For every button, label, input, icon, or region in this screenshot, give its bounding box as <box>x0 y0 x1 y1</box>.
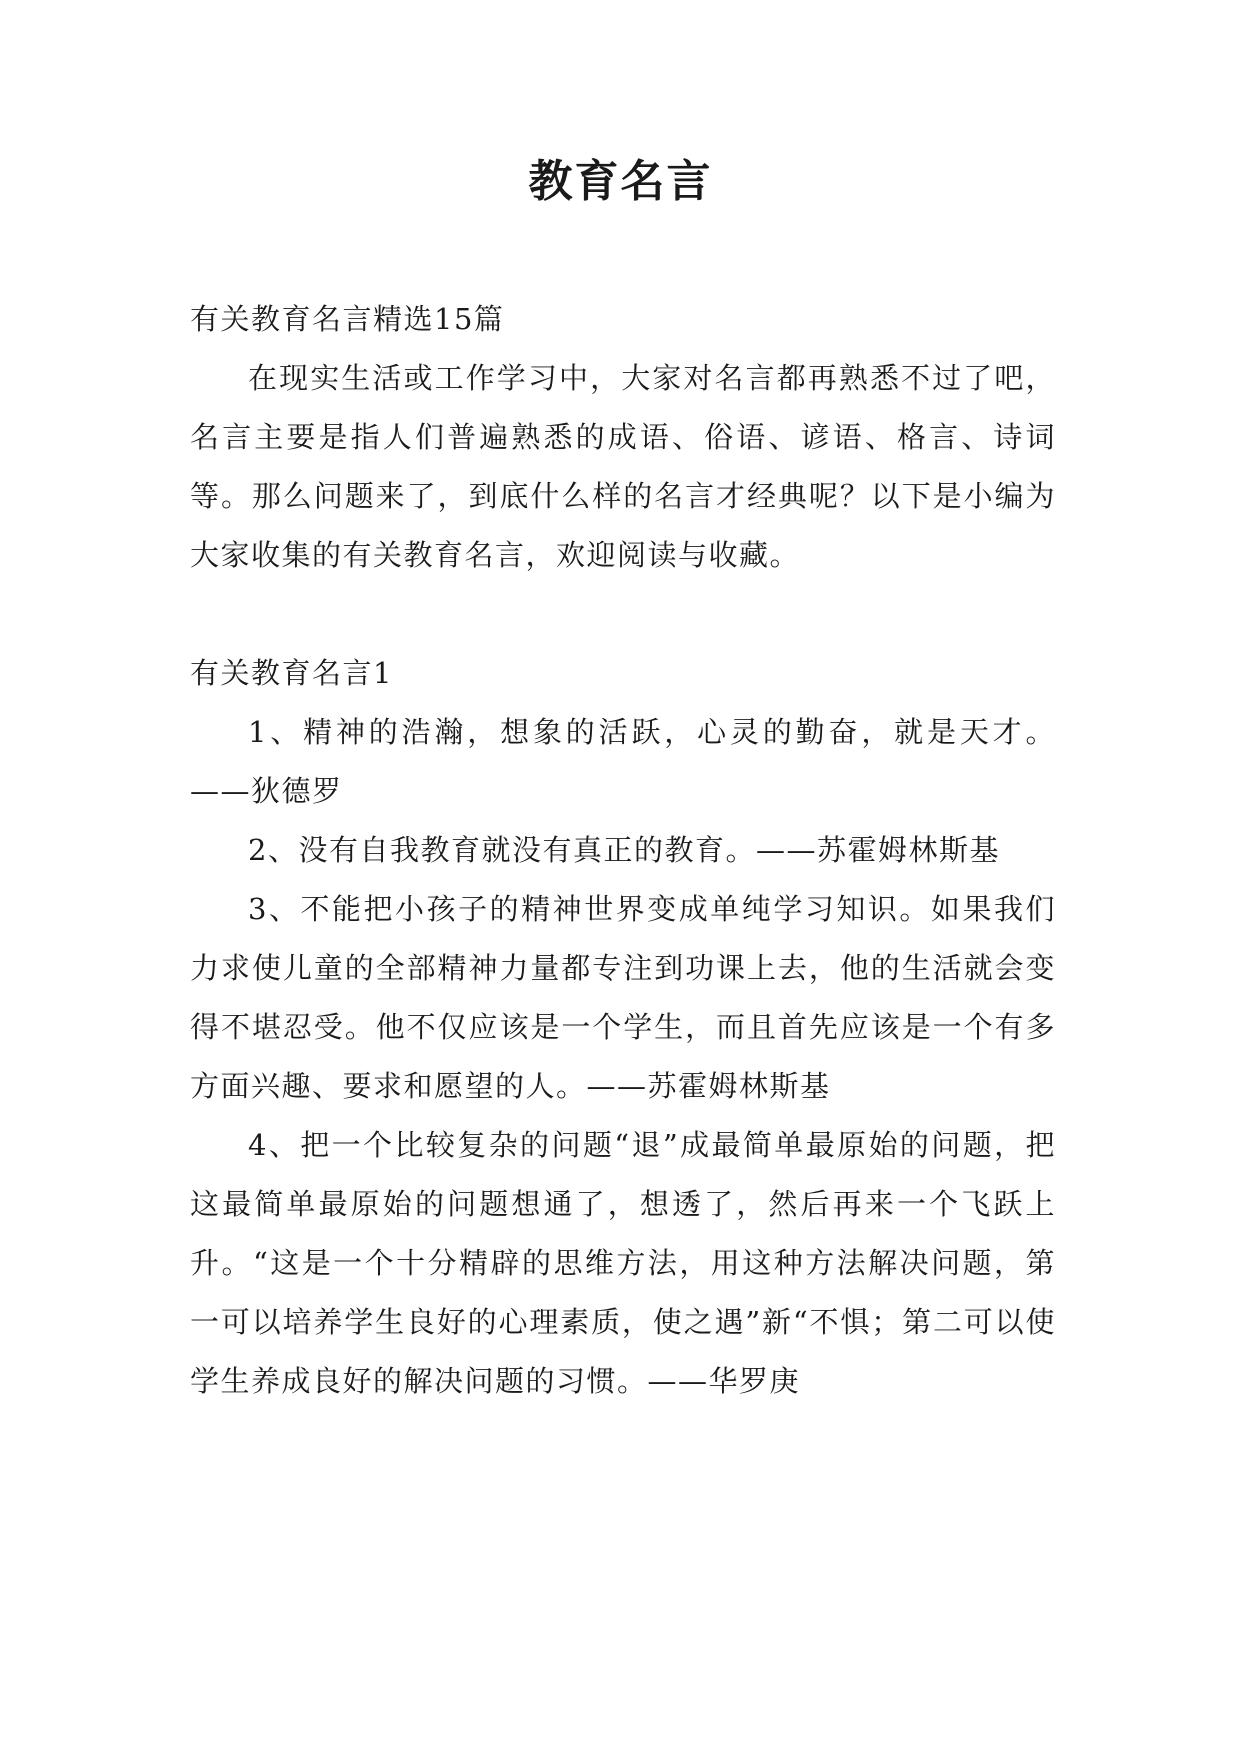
section-heading: 有关教育名言1 <box>190 656 393 690</box>
quote-item: 1、精神的浩瀚，想象的活跃，心灵的勤奋，就是天才。——狄德罗 <box>190 715 1056 808</box>
quote-item: 2、没有自我教育就没有真正的教育。——苏霍姆林斯基 <box>248 833 1000 867</box>
subtitle: 有关教育名言精选15篇 <box>190 302 505 336</box>
document-body <box>190 290 1056 1411</box>
intro-paragraph: 在现实生活或工作学习中，大家对名言都再熟悉不过了吧，名言主要是指人们普遍熟悉的成语、俗语、谚语、格言、诗词等。那么问题来了，到底什么样的名言才经典呢？以下是小编为大家收集的有关教育名言，欢迎阅读与收藏。 <box>190 361 1056 572</box>
document-title: 教育名言 <box>528 156 713 207</box>
spacer <box>190 585 1056 644</box>
quote-item: 3、不能把小孩子的精神世界变成单纯学习知识。如果我们力求使儿童的全部精神力量都专注到功课上去，他的生活就会变得不堪忍受。他不仅应该是一个学生，而且首先应该是一个有多方面兴趣、要求和愿望的人。——苏霍姆林斯基 <box>190 892 1056 1103</box>
quote-item: 4、把一个比较复杂的问题“退”成最简单最原始的问题，把这最简单最原始的问题想通了，想透了，然后再来一个飞跃上升。“这是一个十分精辟的思维方法，用这种方法解决问题，第一可以培养学生良好的心理素质，使之遇”新“不惧；第二可以使学生养成良好的解决问题的习惯。——华罗庚 <box>190 1128 1056 1398</box>
